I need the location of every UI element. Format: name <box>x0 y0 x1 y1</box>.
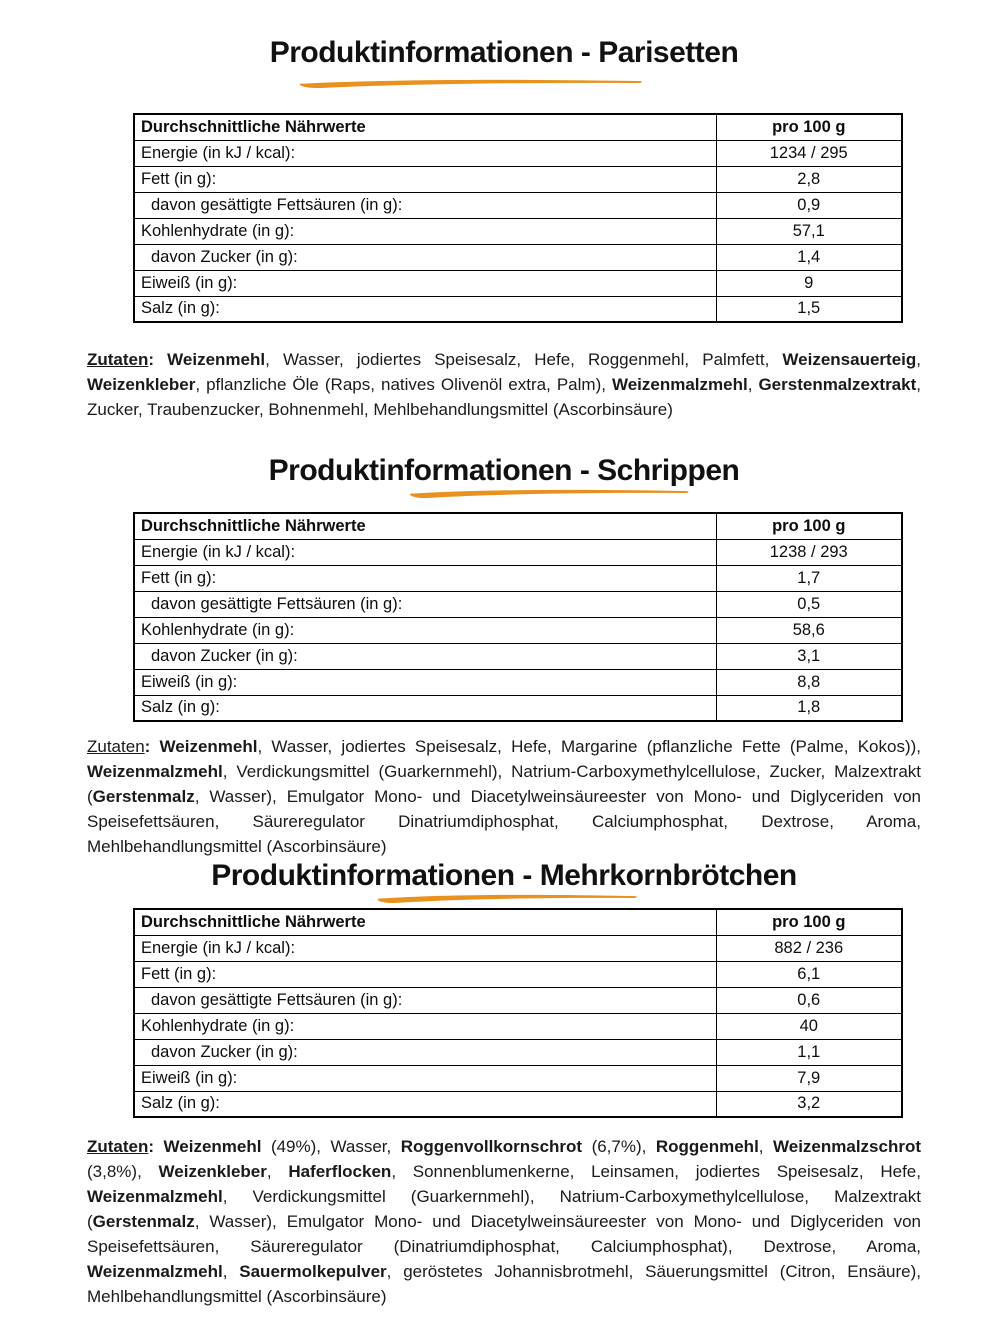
nutrient-label: Fett (in g): <box>134 961 716 987</box>
ingredient-text: , Wasser, jodiertes Speisesalz, Hefe, Roggenmehl, Palmfett, <box>265 350 783 369</box>
ingredient-text: Weizenkleber <box>158 1162 267 1181</box>
nutrient-value: 8,8 <box>716 669 902 695</box>
nutrient-label: davon Zucker (in g): <box>134 643 716 669</box>
nutrient-value: 1238 / 293 <box>716 539 902 565</box>
table-header-per100g: pro 100 g <box>716 909 902 935</box>
table-row <box>134 565 902 591</box>
title-underline-swoosh-icon <box>406 487 691 499</box>
nutrition-table-head <box>134 114 902 140</box>
ingredient-text: Roggenvollkornschrot <box>400 1137 583 1156</box>
nutrient-label: davon Zucker (in g): <box>134 1039 716 1065</box>
ingredient-text: Weizenmehl <box>163 1137 262 1156</box>
table-row <box>134 643 902 669</box>
nutrient-label: davon Zucker (in g): <box>134 244 716 270</box>
nutrition-table-head <box>134 909 902 935</box>
table-row <box>134 244 902 270</box>
nutrient-label: davon gesättigte Fettsäuren (in g): <box>134 987 716 1013</box>
table-header-nutrients: Durchschnittliche Nährwerte <box>134 114 716 140</box>
ingredients-label: Zutaten <box>87 1137 149 1156</box>
nutrient-value: 7,9 <box>716 1065 902 1091</box>
nutrient-value: 0,6 <box>716 987 902 1013</box>
ingredient-text: : <box>148 1137 164 1156</box>
nutrient-value: 0,9 <box>716 192 902 218</box>
table-header-per100g: pro 100 g <box>716 114 902 140</box>
nutrition-table-body <box>134 539 902 721</box>
nutrient-label: Fett (in g): <box>134 166 716 192</box>
ingredient-text: , <box>222 1262 240 1281</box>
table-row <box>134 1039 902 1065</box>
ingredients-paragraph <box>87 347 921 422</box>
ingredient-text: , Verdickungsmittel (Guarkernmehl), Natrium-Carboxymethylcellulose, Malzextrakt ( <box>87 1187 921 1231</box>
table-row <box>134 218 902 244</box>
nutrient-value: 2,8 <box>716 166 902 192</box>
ingredient-text: , <box>747 375 759 394</box>
table-row <box>134 140 902 166</box>
ingredient-text: , pflanzliche Öle (Raps, natives Olivenöl extra, Palm), <box>195 375 612 394</box>
section-title: Produktinformationen - Mehrkornbrötchen <box>211 859 797 892</box>
ingredients-label: Zutaten <box>87 350 149 369</box>
ingredient-text: Weizensauerteig <box>782 350 917 369</box>
table-row <box>134 1065 902 1091</box>
ingredient-text: : <box>148 350 168 369</box>
table-header-row <box>134 513 902 539</box>
nutrient-label: Energie (in kJ / kcal): <box>134 935 716 961</box>
nutrient-value: 9 <box>716 270 902 296</box>
nutrition-table <box>133 512 903 722</box>
nutrient-value: 58,6 <box>716 617 902 643</box>
product-section <box>0 454 1008 859</box>
ingredient-text: , geröstetes Johannisbrotmehl, Säuerungsmittel (Citron, Ensäure), Mehlbehandlungsmittel (Ascorbinsäure) <box>87 1262 921 1306</box>
nutrition-table-body <box>134 140 902 322</box>
table-row <box>134 695 902 721</box>
ingredient-text: , Wasser), Emulgator Mono- und Diacetylweinsäureester von Mono- und Diglyceriden von Speisefettsäuren, Säureregulator (Dinatriumdiphosphat, Calciumphosphat), Dextrose, Aroma, <box>87 1212 921 1256</box>
nutrient-label: davon gesättigte Fettsäuren (in g): <box>134 591 716 617</box>
table-row <box>134 1013 902 1039</box>
ingredient-text: , Wasser), Emulgator Mono- und Diacetylweinsäureester von Mono- und Diglyceriden von Speisefettsäuren, Säureregulator Dinatriumdiphosphat, Calciumphosphat, Dextrose, Aroma, Mehlbehandlungsmittel (Ascorbinsäure) <box>87 787 921 856</box>
ingredient-text: Weizenkleber <box>87 375 196 394</box>
ingredient-text: Weizenmalzmehl <box>611 375 748 394</box>
nutrient-label: Eiweiß (in g): <box>134 669 716 695</box>
nutrient-label: Kohlenhydrate (in g): <box>134 1013 716 1039</box>
ingredient-text: Weizenmehl <box>167 350 266 369</box>
nutrient-label: Energie (in kJ / kcal): <box>134 140 716 166</box>
nutrient-value: 1234 / 295 <box>716 140 902 166</box>
table-header-nutrients: Durchschnittliche Nährwerte <box>134 909 716 935</box>
nutrient-label: Salz (in g): <box>134 296 716 322</box>
ingredient-text: , Wasser, jodiertes Speisesalz, Hefe, Margarine (pflanzliche Fette (Palme, Kokos)), <box>257 737 921 756</box>
table-header-per100g: pro 100 g <box>716 513 902 539</box>
table-row <box>134 935 902 961</box>
section-title: Produktinformationen - Schrippen <box>268 454 740 487</box>
table-header-row <box>134 114 902 140</box>
product-section <box>0 859 1008 1309</box>
ingredient-text: Haferflocken <box>288 1162 392 1181</box>
table-row <box>134 296 902 322</box>
table-row <box>134 669 902 695</box>
nutrient-value: 3,2 <box>716 1091 902 1117</box>
ingredient-text: , Sonnenblumenkerne, Leinsamen, jodiertes Speisesalz, Hefe, <box>391 1162 921 1181</box>
nutrient-label: Kohlenhydrate (in g): <box>134 617 716 643</box>
nutrient-label: Eiweiß (in g): <box>134 1065 716 1091</box>
nutrient-value: 1,5 <box>716 296 902 322</box>
nutrient-value: 6,1 <box>716 961 902 987</box>
nutrition-table <box>133 113 903 323</box>
table-row <box>134 539 902 565</box>
ingredient-text: (6,7%), <box>582 1137 656 1156</box>
ingredient-text: Roggenmehl <box>655 1137 759 1156</box>
ingredient-text: Weizenmehl <box>159 737 258 756</box>
nutrient-value: 3,1 <box>716 643 902 669</box>
nutrient-value: 1,4 <box>716 244 902 270</box>
nutrient-label: Eiweiß (in g): <box>134 270 716 296</box>
ingredients-paragraph <box>87 734 921 859</box>
nutrient-label: Fett (in g): <box>134 565 716 591</box>
table-row <box>134 270 902 296</box>
ingredient-text: Gerstenmalz <box>92 787 195 806</box>
ingredient-text: , Verdickungsmittel (Guarkernmehl), Natrium-Carboxymethylcellulose, Zucker, Malzextrakt ( <box>87 762 921 806</box>
nutrient-value: 1,7 <box>716 565 902 591</box>
ingredient-text: , <box>758 1137 773 1156</box>
ingredient-text: : <box>144 737 160 756</box>
nutrient-label: Energie (in kJ / kcal): <box>134 539 716 565</box>
nutrition-table-head <box>134 513 902 539</box>
table-row <box>134 1091 902 1117</box>
sections-container <box>0 36 1008 1309</box>
table-row <box>134 591 902 617</box>
ingredient-text: Weizenmalzmehl <box>87 1187 223 1206</box>
nutrient-value: 57,1 <box>716 218 902 244</box>
ingredients-paragraph <box>87 1134 921 1309</box>
table-header-nutrients: Durchschnittliche Nährwerte <box>134 513 716 539</box>
ingredient-text: (3,8%), <box>87 1162 159 1181</box>
nutrient-value: 40 <box>716 1013 902 1039</box>
title-underline-swoosh-icon <box>295 77 645 89</box>
nutrition-table-body <box>134 935 902 1117</box>
title-underline-container <box>0 892 1008 904</box>
table-row <box>134 987 902 1013</box>
nutrient-value: 1,8 <box>716 695 902 721</box>
ingredient-text: Weizenmalzschrot <box>773 1137 922 1156</box>
nutrient-value: 0,5 <box>716 591 902 617</box>
table-header-row <box>134 909 902 935</box>
table-row <box>134 166 902 192</box>
section-title: Produktinformationen - Parisetten <box>269 36 739 69</box>
title-underline-swoosh-icon <box>374 892 639 904</box>
table-row <box>134 192 902 218</box>
nutrient-label: davon gesättigte Fettsäuren (in g): <box>134 192 716 218</box>
ingredient-text: Weizenmalzmehl <box>87 1262 223 1281</box>
nutrient-value: 1,1 <box>716 1039 902 1065</box>
ingredients-label: Zutaten <box>87 737 145 756</box>
ingredient-text: , Zucker, Traubenzucker, Bohnenmehl, Mehlbehandlungsmittel (Ascorbinsäure) <box>87 375 921 419</box>
nutrient-label: Kohlenhydrate (in g): <box>134 218 716 244</box>
ingredient-text: (49%), Wasser, <box>261 1137 401 1156</box>
title-underline-container <box>0 77 1008 89</box>
title-underline-container <box>0 487 1008 499</box>
ingredient-text: Gerstenmalzextrakt <box>758 375 917 394</box>
product-section <box>0 36 1008 422</box>
ingredient-text: Weizenmalzmehl <box>87 762 223 781</box>
table-row <box>134 617 902 643</box>
nutrient-value: 882 / 236 <box>716 935 902 961</box>
ingredient-text: Sauermolkepulver <box>239 1262 387 1281</box>
ingredient-text: , <box>916 350 921 369</box>
ingredient-text: , <box>266 1162 289 1181</box>
nutrient-label: Salz (in g): <box>134 1091 716 1117</box>
table-row <box>134 961 902 987</box>
nutrient-label: Salz (in g): <box>134 695 716 721</box>
nutrition-table <box>133 908 903 1118</box>
ingredient-text: Gerstenmalz <box>92 1212 195 1231</box>
